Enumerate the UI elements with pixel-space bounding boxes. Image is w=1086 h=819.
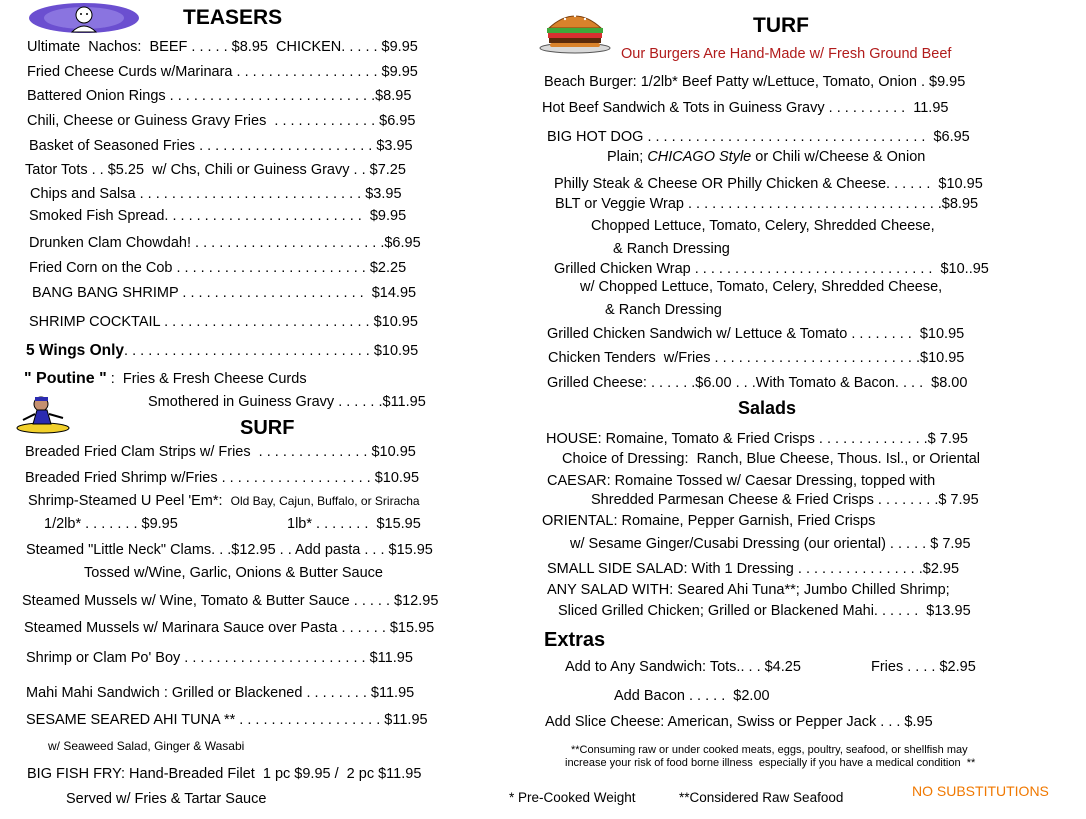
menu-item: SESAME SEARED AHI TUNA ** . . . . . . . . . . . . . . . . . . $11.95 xyxy=(26,712,428,728)
menu-item-sub: Shredded Parmesan Cheese & Fried Crisps . . . . . . . .$ 7.95 xyxy=(591,492,979,508)
menu-item: SHRIMP COCKTAIL . . . . . . . . . . . . . . . . . . . . . . . . . . $10.95 xyxy=(29,314,418,330)
menu-item-peel xyxy=(28,492,420,510)
salads-heading: Salads xyxy=(738,398,797,418)
menu-item: Breaded Fried Clam Strips w/ Fries . . . . . . . . . . . . . . $10.95 xyxy=(25,444,416,460)
menu-item: Grilled Chicken Wrap . . . . . . . . . . . . . . . . . . . . . . . . . . . . . . $10..95 xyxy=(554,261,989,277)
extra-item: Fries . . . . $2.95 xyxy=(871,659,976,675)
menu-item: SMALL SIDE SALAD: With 1 Dressing . . . . . . . . . . . . . . . .$2.95 xyxy=(547,561,960,577)
menu-item-sub: Served w/ Fries & Tartar Sauce xyxy=(66,791,267,807)
chef-logo-icon xyxy=(28,2,140,34)
surf-heading: SURF xyxy=(240,417,295,439)
menu-item: Chicken Tenders w/Fries . . . . . . . . . . . . . . . . . . . . . . . . . .$10.95 xyxy=(548,350,965,366)
poutine-name: " Poutine " xyxy=(24,370,107,387)
peel-sauces: Old Bay, Cajun, Buffalo, or Sriracha xyxy=(230,494,420,508)
surfer-icon xyxy=(15,394,73,436)
wings-name: 5 Wings Only xyxy=(26,342,125,359)
poutine-desc: : Fries & Fresh Cheese Curds xyxy=(106,371,307,387)
menu-item: Hot Beef Sandwich & Tots in Guiness Gravy . . . . . . . . . . 11.95 xyxy=(542,100,949,116)
peel-full: 1lb* . . . . . . . $15.95 xyxy=(287,516,421,532)
menu-item-sub: Tossed w/Wine, Garlic, Onions & Butter Sauce xyxy=(84,565,383,581)
health-warning: increase your risk of food borne illness especially if you have a medical condition ** xyxy=(565,757,976,769)
footnote-raw: **Considered Raw Seafood xyxy=(679,790,844,805)
menu-item: Fried Corn on the Cob . . . . . . . . . . . . . . . . . . . . . . . . $2.25 xyxy=(29,260,407,276)
turf-subtitle: Our Burgers Are Hand-Made w/ Fresh Ground Beef xyxy=(621,46,952,62)
menu-item-sub: Plain; CHICAGO Style or Chili w/Cheese & Onion xyxy=(607,149,926,165)
menu-item: Drunken Clam Chowdah! . . . . . . . . . . . . . . . . . . . . . . . .$6.95 xyxy=(29,235,421,251)
menu-item: Steamed Mussels w/ Wine, Tomato & Butter Sauce . . . . . $12.95 xyxy=(22,593,439,609)
menu-item: Beach Burger: 1/2lb* Beef Patty w/Lettuce, Tomato, Onion . $9.95 xyxy=(544,74,966,90)
menu-item: Grilled Cheese: . . . . . .$6.00 . . .With Tomato & Bacon. . . . $8.00 xyxy=(547,375,968,391)
extras-heading: Extras xyxy=(544,629,606,651)
footnote-precooked: * Pre-Cooked Weight xyxy=(509,790,636,805)
menu-item: HOUSE: Romaine, Tomato & Fried Crisps . . . . . . . . . . . . . .$ 7.95 xyxy=(546,431,968,447)
menu-item: Steamed "Little Neck" Clams. . .$12.95 . . Add pasta . . . $15.95 xyxy=(26,542,433,558)
wings-price: . . . . . . . . . . . . . . . . . . . . . . . . . . . . . . . $10.95 xyxy=(124,343,419,359)
menu-item: Grilled Chicken Sandwich w/ Lettuce & Tomato . . . . . . . . $10.95 xyxy=(547,326,965,342)
menu-item: CAESAR: Romaine Tossed w/ Caesar Dressing, topped with xyxy=(547,473,936,489)
peel-half: 1/2lb* . . . . . . . $9.95 xyxy=(44,516,178,532)
menu-item: BIG FISH FRY: Hand-Breaded Filet 1 pc $9.95 / 2 pc $11.95 xyxy=(27,766,422,782)
menu-item-sub: w/ Seaweed Salad, Ginger & Wasabi xyxy=(48,739,245,753)
menu-item: Philly Steak & Cheese OR Philly Chicken & Cheese. . . . . . $10.95 xyxy=(554,176,983,192)
menu-item-wings xyxy=(26,342,418,360)
health-warning: **Consuming raw or under cooked meats, eggs, poultry, seafood, or shellfish may xyxy=(571,744,968,756)
turf-heading: TURF xyxy=(753,14,809,37)
menu-item: Fried Cheese Curds w/Marinara . . . . . . . . . . . . . . . . . . $9.95 xyxy=(27,64,418,80)
menu-item-sub: & Ranch Dressing xyxy=(613,241,730,257)
menu-item: ORIENTAL: Romaine, Pepper Garnish, Fried Crisps xyxy=(542,513,876,529)
menu-item-sub: & Ranch Dressing xyxy=(605,302,722,318)
menu-item: Tator Tots . . $5.25 w/ Chs, Chili or Guiness Gravy . . $7.25 xyxy=(25,162,406,178)
extra-item: Add Bacon . . . . . $2.00 xyxy=(614,688,770,704)
menu-item-sub: w/ Sesame Ginger/Cusabi Dressing (our oriental) . . . . . $ 7.95 xyxy=(570,536,971,552)
menu-item-sub: w/ Chopped Lettuce, Tomato, Celery, Shredded Cheese, xyxy=(580,279,943,295)
menu-item-sub: Sliced Grilled Chicken; Grilled or Blackened Mahi. . . . . . $13.95 xyxy=(558,603,971,619)
menu-item: Chili, Cheese or Guiness Gravy Fries . . . . . . . . . . . . . $6.95 xyxy=(27,113,416,129)
extra-item: Add Slice Cheese: American, Swiss or Pepper Jack . . . $.95 xyxy=(545,714,933,730)
menu-item: Breaded Fried Shrimp w/Fries . . . . . . . . . . . . . . . . . . . $10.95 xyxy=(25,470,420,486)
menu-item: Steamed Mussels w/ Marinara Sauce over Pasta . . . . . . $15.95 xyxy=(24,620,435,636)
menu-item: BLT or Veggie Wrap . . . . . . . . . . . . . . . . . . . . . . . . . . . . . . . .$8.95 xyxy=(555,196,979,212)
no-substitutions: NO SUBSTITUTIONS xyxy=(912,783,1049,799)
burger-icon xyxy=(539,6,611,54)
peel-name: Shrimp-Steamed U Peel 'Em*: xyxy=(28,493,223,509)
menu-item: BANG BANG SHRIMP . . . . . . . . . . . . . . . . . . . . . . . $14.95 xyxy=(32,285,417,301)
menu-item: Basket of Seasoned Fries . . . . . . . . . . . . . . . . . . . . . . $3.95 xyxy=(29,138,413,154)
menu-item: ANY SALAD WITH: Seared Ahi Tuna**; Jumbo Chilled Shrimp; xyxy=(547,582,950,598)
teasers-heading: TEASERS xyxy=(183,6,283,29)
menu-item: Chips and Salsa . . . . . . . . . . . . . . . . . . . . . . . . . . . . $3.95 xyxy=(30,186,402,202)
menu-item: Smoked Fish Spread. . . . . . . . . . . . . . . . . . . . . . . . . $9.95 xyxy=(29,208,407,224)
menu-item: Shrimp or Clam Po' Boy . . . . . . . . . . . . . . . . . . . . . . . $11.95 xyxy=(26,650,413,666)
menu-item: Mahi Mahi Sandwich : Grilled or Blackened . . . . . . . . $11.95 xyxy=(26,685,415,701)
menu-item: Battered Onion Rings . . . . . . . . . . . . . . . . . . . . . . . . . .$8.95 xyxy=(27,88,412,104)
menu-item: Ultimate Nachos: BEEF . . . . . $8.95 CHICKEN. . . . . $9.95 xyxy=(27,39,418,55)
menu-item: BIG HOT DOG . . . . . . . . . . . . . . . . . . . . . . . . . . . . . . . . . . . $6.95 xyxy=(547,129,970,145)
menu-item-poutine xyxy=(24,370,307,388)
poutine-line2: Smothered in Guiness Gravy . . . . . .$11.95 xyxy=(148,394,426,410)
menu-item-sub: Chopped Lettuce, Tomato, Celery, Shredded Cheese, xyxy=(591,218,935,234)
extra-item: Add to Any Sandwich: Tots.. . . $4.25 xyxy=(565,659,801,675)
menu-item-sub: Choice of Dressing: Ranch, Blue Cheese, Thous. Isl., or Oriental xyxy=(562,451,981,467)
